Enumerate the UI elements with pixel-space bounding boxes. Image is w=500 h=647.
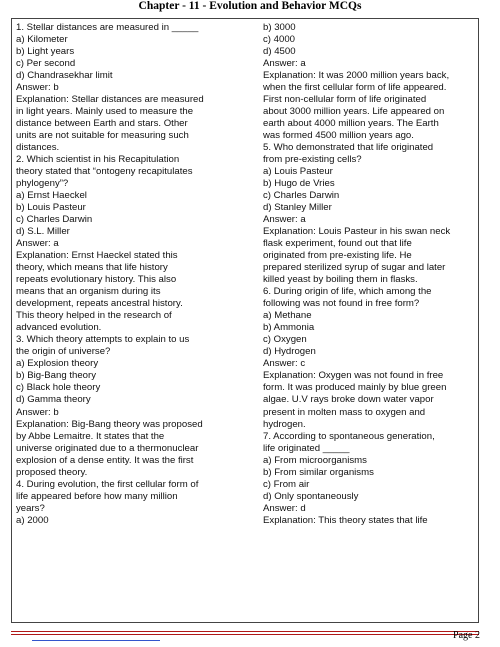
text-line: c) Charles Darwin — [16, 214, 93, 226]
text-line: 1. Stellar distances are measured in _____ — [16, 22, 199, 33]
text-line: prepared sterilized syrup of sugar and later — [263, 262, 446, 274]
text-line: a) Kilometer — [16, 34, 68, 46]
text-line: 3. Which theory attempts to explain to us — [16, 334, 190, 346]
text-line: c) Charles Darwin — [263, 190, 340, 202]
text-line: Answer: a — [263, 214, 306, 226]
text-line: about 3000 million years. Life appeared on — [263, 106, 445, 118]
text-line: b) From similar organisms — [263, 466, 374, 478]
text-line: the origin of universe? — [16, 346, 111, 358]
text-line: First non-cellular form of life originated — [263, 94, 427, 106]
text-line: Answer: b — [16, 82, 59, 94]
text-line: Answer: c — [263, 358, 306, 370]
text-line: b) Ammonia — [263, 322, 315, 334]
text-line: life appeared before how many million — [16, 490, 178, 502]
text-line: theory, which means that life history — [16, 262, 168, 274]
page-header: Chapter - 11 - Evolution and Behavior MCQs — [138, 0, 362, 12]
text-line: b) Big-Bang theory — [16, 370, 96, 382]
text-line: b) Hugo de Vries — [263, 178, 335, 190]
text-line: Answer: a — [16, 238, 59, 250]
text-line: theory stated that “ontogeny recapitulates — [16, 166, 193, 178]
text-line: units are not suitable for measuring such — [16, 130, 189, 142]
text-line: d) 4500 — [263, 46, 296, 58]
text-line: a) From microorganisms — [263, 454, 367, 466]
text-line: phylogeny”? — [16, 178, 69, 190]
page-number: Page 2 — [453, 630, 480, 641]
text-line: advanced evolution. — [16, 322, 102, 334]
text-line: means that an organism during its — [16, 286, 161, 298]
text-line: a) Ernst Haeckel — [16, 190, 87, 202]
text-line: present in molten mass to oxygen and — [263, 406, 426, 418]
text-line: Answer: a — [263, 58, 306, 70]
text-line: d) Chandrasekhar limit — [16, 70, 113, 82]
text-line: Answer: d — [263, 502, 306, 514]
text-line: 2. Which scientist in his Recapitulation — [16, 154, 180, 166]
text-line: repeats evolutionary history. This also — [16, 274, 177, 286]
text-line: 7. According to spontaneous generation, — [263, 430, 435, 442]
text-line: Explanation: Ernst Haeckel stated this — [16, 250, 178, 262]
text-line: Explanation: Stellar distances are measured — [16, 94, 204, 106]
text-line: Explanation: Big-Bang theory was proposed — [16, 418, 203, 430]
text-line: universe originated due to a thermonuclear — [16, 442, 199, 454]
text-line: years? — [16, 502, 45, 514]
text-line: c) Per second — [16, 58, 76, 70]
text-line: algae. U.V rays broke down water vapor — [263, 394, 434, 406]
text-line: b) Light years — [16, 46, 75, 58]
text-line: d) Only spontaneously — [263, 490, 359, 502]
text-line: a) Explosion theory — [16, 358, 99, 370]
text-line: explosion of a dense entity. It was the first — [16, 454, 194, 466]
text-line: when the first cellular form of life appeared. — [263, 82, 447, 94]
text-line: a) Methane — [263, 310, 312, 322]
text-line: c) Black hole theory — [16, 382, 101, 394]
text-line: d) S.L. Miller — [16, 226, 70, 238]
text-line: c) 4000 — [263, 34, 295, 46]
left-column — [16, 22, 238, 527]
text-line: following was not found in free form? — [263, 298, 420, 310]
text-line: hydrogen. — [263, 418, 306, 430]
text-line: d) Stanley Miller — [263, 202, 332, 214]
text-line: by Abbe Lemaitre. It states that the — [16, 430, 165, 442]
text-line: Explanation: It was 2000 million years back, — [263, 70, 450, 82]
text-line: c) Oxygen — [263, 334, 307, 346]
text-line: Answer: b — [16, 406, 59, 418]
text-line: d) Gamma theory — [16, 394, 91, 406]
text-line: distances. — [16, 142, 60, 154]
text-line: originated from pre-existing life. He — [263, 250, 412, 262]
text-line: earth about 4000 million years. The Earth — [263, 118, 439, 130]
text-line: Explanation: This theory states that life — [263, 514, 428, 526]
text-line: a) 2000 — [16, 514, 49, 526]
text-line: 5. Who demonstrated that life originated — [263, 142, 434, 154]
text-line: Explanation: Louis Pasteur in his swan neck — [263, 226, 451, 238]
text-line: 4. During evolution, the first cellular form of — [16, 478, 199, 490]
text-line: development, repeats ancestral history. — [16, 298, 183, 310]
text-line: b) Louis Pasteur — [16, 202, 86, 214]
footer-rule-bottom — [11, 634, 479, 635]
text-line: Explanation: Oxygen was not found in free — [263, 370, 444, 382]
text-line: d) Hydrogen — [263, 346, 316, 358]
text-line: life originated _____ — [263, 442, 350, 454]
text-line: b) 3000 — [263, 22, 296, 33]
text-line: form. It was produced mainly by blue green — [263, 382, 447, 394]
text-line: 6. During origin of life, which among the — [263, 286, 432, 298]
text-line: proposed theory. — [16, 466, 88, 478]
text-line: a) Louis Pasteur — [263, 166, 333, 178]
footer-rule-top — [11, 631, 479, 632]
text-line: distance between Earth and stars. Other — [16, 118, 188, 130]
text-line: was formed 4500 million years ago. — [263, 130, 414, 142]
text-line: killed yeast by boiling them in flasks. — [263, 274, 418, 286]
text-line: in light years. Mainly used to measure the — [16, 106, 194, 118]
text-line: from pre-existing cells? — [263, 154, 362, 166]
right-column — [263, 22, 474, 527]
text-line: flask experiment, found out that life — [263, 238, 412, 250]
text-line: c) From air — [263, 478, 310, 490]
text-line: This theory helped in the research of — [16, 310, 172, 322]
footer-link[interactable] — [32, 640, 160, 641]
